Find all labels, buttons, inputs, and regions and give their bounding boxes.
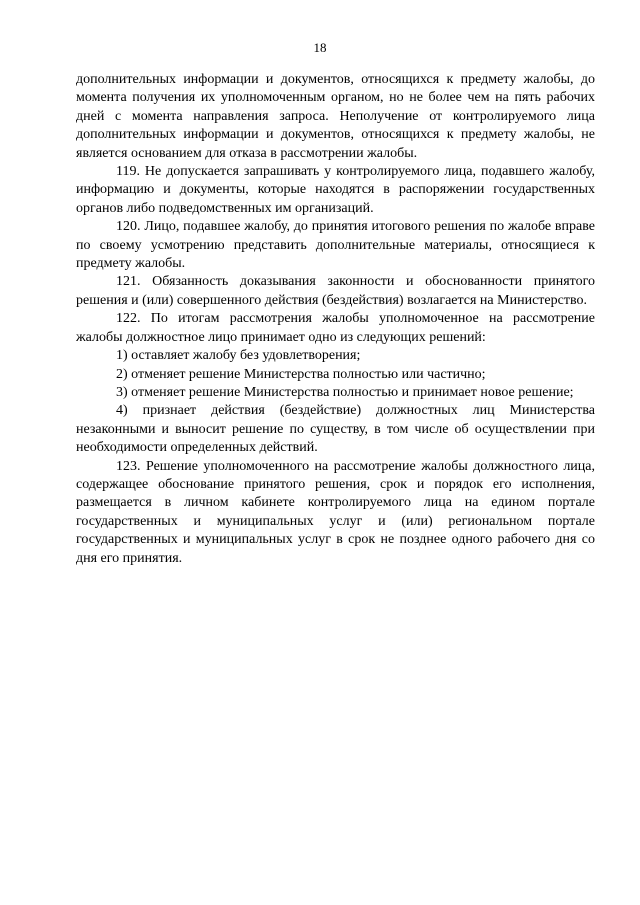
list-item-122-1: 1) оставляет жалобу без удовлетворения; [116, 348, 361, 364]
paragraph-item-121: 121. Обязанность доказывания законности и обоснованности принятого решения и (или) совершенного действия (бездействия) возлагается на Министерство. [76, 274, 595, 308]
list-item-122-3: 3) отменяет решение Министерства полностью и принимает новое решение; [116, 384, 574, 400]
paragraph-item-119: 119. Не допускается запрашивать у контролируемого лица, подавшего жалобу, информацию и документы, которые находятся в распоряжении государственных органов либо подведомственных им организаций. [76, 164, 595, 216]
paragraph-item-122: 122. По итогам рассмотрения жалобы уполномоченное на рассмотрение жалобы должностное лицо принимает одно из следующих решений: [76, 311, 595, 345]
page-number: 18 [313, 40, 327, 55]
list-item-122-2: 2) отменяет решение Министерства полностью или частично; [116, 366, 486, 382]
paragraph-continuation: дополнительных информации и документов, относящихся к предмету жалобы, до момента получения их уполномоченным органом, но не более чем на пять рабочих дней с момента направления запроса. Неполучение от контролируемого лица дополнительных информации и документов, относящихся к предмету жалобы, не является основанием для отказа в рассмотрении жалобы. [76, 72, 595, 161]
list-item-122-4: 4) признает действия (бездействие) должностных лиц Министерства незаконными и выносит решение по существу, в том числе об осуществлении при необходимости определенных действий. [76, 403, 595, 456]
paragraph-item-120: 120. Лицо, подавшее жалобу, до принятия итогового решения по жалобе вправе по своему усмотрению представить дополнительные материалы, относящиеся к предмету жалобы. [76, 219, 595, 272]
document-body [76, 71, 595, 568]
paragraph-item-123: 123. Решение уполномоченного на рассмотрение жалобы должностного лица, содержащее обоснование принятого решения, срок и порядок его исполнения, размещается в личном кабинете контролируемого лица на едином портале государственных и муниципальных услуг и (или) региональном портале государственных и муниципальных услуг в срок не позднее одного рабочего дня со дня его принятия. [76, 458, 595, 566]
